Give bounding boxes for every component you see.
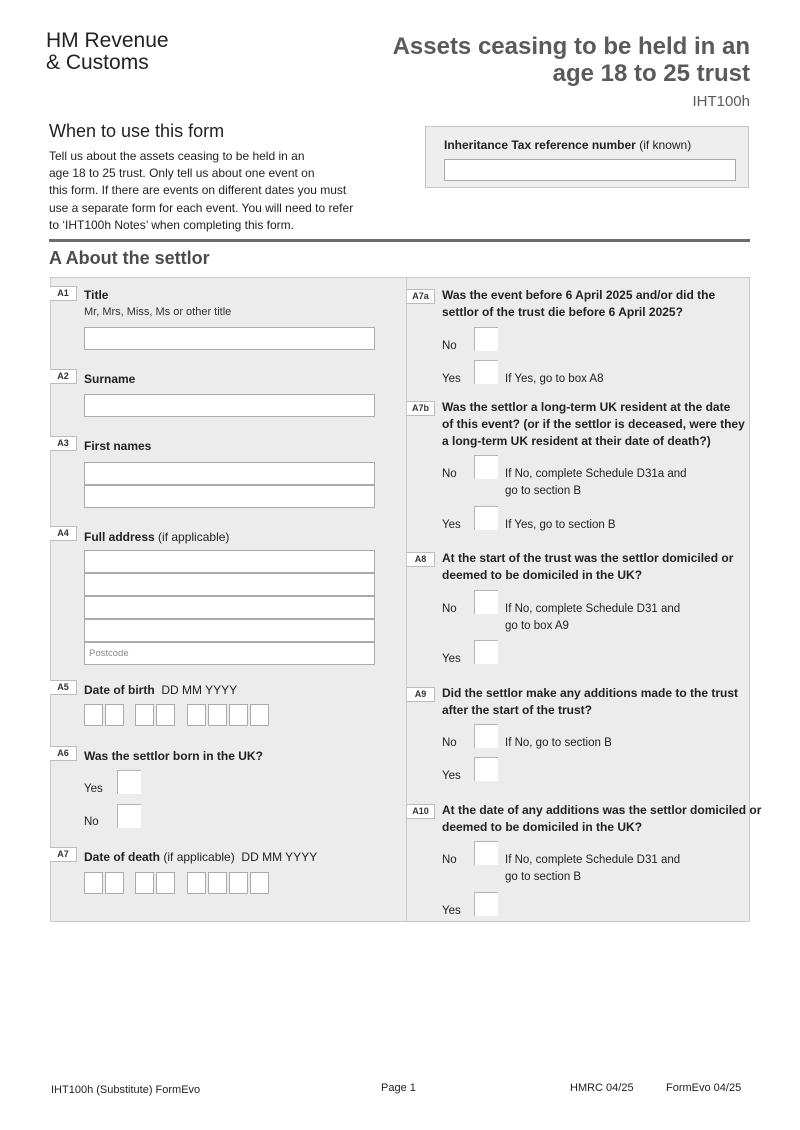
dod-month-1[interactable] <box>135 872 154 894</box>
address-line-2[interactable] <box>84 573 375 596</box>
a4-qualifier: (if applicable) <box>158 530 230 544</box>
reference-label <box>444 138 691 152</box>
a7b-no-note-line: If No, complete Schedule D31a and <box>505 468 687 480</box>
intro-text <box>49 148 379 234</box>
box-tag-a7a: A7a <box>407 289 435 304</box>
a7a-question-line: settlor of the trust die before 6 April 2025? <box>442 305 683 319</box>
a10-question-line: deemed to be domiciled in the UK? <box>442 820 643 834</box>
a10-no-note-line: go to section B <box>505 871 582 883</box>
dob-day-1[interactable] <box>84 704 103 726</box>
box-tag-a10: A10 <box>407 804 435 819</box>
dod-year-2[interactable] <box>208 872 227 894</box>
postcode-placeholder: Postcode <box>89 648 129 659</box>
a10-question-line: At the date of any additions was the settlor domiciled or <box>442 803 762 817</box>
logo-line-1: HM Revenue <box>46 29 169 52</box>
box-tag-a2: A2 <box>50 369 77 384</box>
dod-month-2[interactable] <box>156 872 175 894</box>
box-tag-a1: A1 <box>50 286 77 301</box>
dob-year-3[interactable] <box>229 704 248 726</box>
a7-format: DD MM YYYY <box>241 850 318 864</box>
a8-yes-checkbox[interactable] <box>474 640 498 664</box>
a3-label: First names <box>84 439 152 453</box>
footer-page-number: Page 1 <box>381 1082 416 1094</box>
intro-line: to ‘IHT100h Notes’ when completing this form. <box>49 217 294 232</box>
a1-hint: Mr, Mrs, Miss, Ms or other title <box>84 306 232 318</box>
a7a-yes-checkbox[interactable] <box>474 360 498 384</box>
a9-no-checkbox[interactable] <box>474 724 498 748</box>
dod-year-1[interactable] <box>187 872 206 894</box>
dob-year-4[interactable] <box>250 704 269 726</box>
reference-qualifier: (if known) <box>639 138 692 152</box>
reference-label-text: Inheritance Tax reference number <box>444 138 636 152</box>
a7-label <box>84 849 317 866</box>
reference-number-input[interactable] <box>444 159 736 181</box>
a10-no-note-line: If No, complete Schedule D31 and <box>505 854 681 866</box>
a9-no-label: No <box>442 737 457 749</box>
a6-yes-checkbox[interactable] <box>117 770 141 794</box>
intro-line: Tell us about the assets ceasing to be held in an <box>49 149 305 163</box>
intro-line: age 18 to 25 trust. Only tell us about one event on <box>49 166 315 181</box>
a7b-question-line: of this event? (or if the settlor is deceased, were they <box>442 417 745 431</box>
a9-yes-label: Yes <box>442 770 461 782</box>
dod-year-3[interactable] <box>229 872 248 894</box>
footer-hmrc-version: HMRC 04/25 <box>570 1082 634 1094</box>
footer-form-id: IHT100h (Substitute) FormEvo <box>51 1084 201 1096</box>
intro-line: use a separate form for each event. You will need to refer <box>49 200 354 215</box>
section-a-title: A About the settlor <box>49 248 210 268</box>
a8-no-note-line: If No, complete Schedule D31 and <box>505 603 681 615</box>
a4-label <box>84 529 229 546</box>
a7b-yes-note: If Yes, go to section B <box>505 519 616 531</box>
dod-day-2[interactable] <box>105 872 124 894</box>
a10-no-checkbox[interactable] <box>474 841 498 865</box>
a9-question-line: Did the settlor make any additions made to the trust <box>442 686 739 700</box>
a5-format: DD MM YYYY <box>161 683 238 697</box>
a10-question <box>442 802 761 836</box>
title-input[interactable] <box>84 327 375 350</box>
a9-no-note: If No, go to section B <box>505 737 612 749</box>
a1-label: Title <box>84 288 109 302</box>
a6-no-checkbox[interactable] <box>117 804 141 828</box>
a9-question-line: after the start of the trust? <box>442 703 593 717</box>
dob-year-2[interactable] <box>208 704 227 726</box>
box-tag-a5: A5 <box>50 680 77 695</box>
a9-question <box>442 685 738 719</box>
section-rule <box>49 239 750 242</box>
address-line-3[interactable] <box>84 596 375 619</box>
dob-day-2[interactable] <box>105 704 124 726</box>
a7a-question <box>442 287 715 321</box>
first-names-input-2[interactable] <box>84 485 375 508</box>
box-tag-a9: A9 <box>407 687 435 702</box>
a4-label-text: Full address <box>84 530 155 544</box>
a7a-question-line: Was the event before 6 April 2025 and/or did the <box>442 288 716 302</box>
a7-qualifier: (if applicable) <box>163 850 235 864</box>
a6-no-label: No <box>84 816 99 828</box>
dod-day-1[interactable] <box>84 872 103 894</box>
a7b-no-note-line: go to section B <box>505 485 582 497</box>
dob-year-1[interactable] <box>187 704 206 726</box>
title-line-2: age 18 to 25 trust <box>552 60 750 87</box>
dob-month-1[interactable] <box>135 704 154 726</box>
a10-yes-checkbox[interactable] <box>474 892 498 916</box>
a5-label-text: Date of birth <box>84 683 155 697</box>
form-title <box>330 33 750 87</box>
a5-label <box>84 682 237 699</box>
a6-label: Was the settlor born in the UK? <box>84 749 263 763</box>
a9-yes-checkbox[interactable] <box>474 757 498 781</box>
intro-heading: When to use this form <box>49 121 225 141</box>
a7b-no-label: No <box>442 468 457 480</box>
a7b-no-note <box>505 466 687 500</box>
box-tag-a6: A6 <box>50 746 77 761</box>
a7b-no-checkbox[interactable] <box>474 455 498 479</box>
a10-yes-label: Yes <box>442 905 461 917</box>
postcode-input[interactable] <box>84 642 375 665</box>
footer-formevo-version: FormEvo 04/25 <box>666 1082 742 1094</box>
a10-no-note <box>505 852 680 886</box>
a7b-question-line: Was the settlor a long-term UK resident at the date <box>442 400 731 414</box>
a7a-no-label: No <box>442 340 457 352</box>
a8-question-line: deemed to be domiciled in the UK? <box>442 568 643 582</box>
column-divider <box>406 277 407 922</box>
a8-no-note <box>505 601 680 635</box>
logo-line-2: & Customs <box>46 51 149 74</box>
address-line-4[interactable] <box>84 619 375 642</box>
box-tag-a8: A8 <box>407 552 435 567</box>
a6-yes-label: Yes <box>84 783 103 795</box>
a7b-yes-checkbox[interactable] <box>474 506 498 530</box>
a7-label-text: Date of death <box>84 850 161 864</box>
intro-line: this form. If there are events on different dates you must <box>49 183 347 198</box>
box-tag-a3: A3 <box>50 436 77 451</box>
a8-no-checkbox[interactable] <box>474 590 498 614</box>
a2-label: Surname <box>84 372 136 386</box>
a7b-question <box>442 399 745 450</box>
address-line-1[interactable] <box>84 550 375 573</box>
surname-input[interactable] <box>84 394 375 417</box>
a10-no-label: No <box>442 854 457 866</box>
box-tag-a7b: A7b <box>407 401 435 416</box>
a8-no-label: No <box>442 603 457 615</box>
a8-question-line: At the start of the trust was the settlor domiciled or <box>442 551 734 565</box>
title-line-1: Assets ceasing to be held in an <box>392 33 750 60</box>
a7a-no-checkbox[interactable] <box>474 327 498 351</box>
a7a-yes-note: If Yes, go to box A8 <box>505 373 604 385</box>
a7b-question-line: a long-term UK resident at their date of death?) <box>442 434 711 448</box>
box-tag-a7: A7 <box>50 847 77 862</box>
box-tag-a4: A4 <box>50 526 77 541</box>
a8-no-note-line: go to box A9 <box>505 620 569 632</box>
form-code: IHT100h <box>692 93 750 110</box>
dod-year-4[interactable] <box>250 872 269 894</box>
first-names-input-1[interactable] <box>84 462 375 485</box>
dob-month-2[interactable] <box>156 704 175 726</box>
a8-yes-label: Yes <box>442 653 461 665</box>
a8-question <box>442 550 733 584</box>
hmrc-logo <box>46 30 169 74</box>
a7b-yes-label: Yes <box>442 519 461 531</box>
a7a-yes-label: Yes <box>442 373 461 385</box>
